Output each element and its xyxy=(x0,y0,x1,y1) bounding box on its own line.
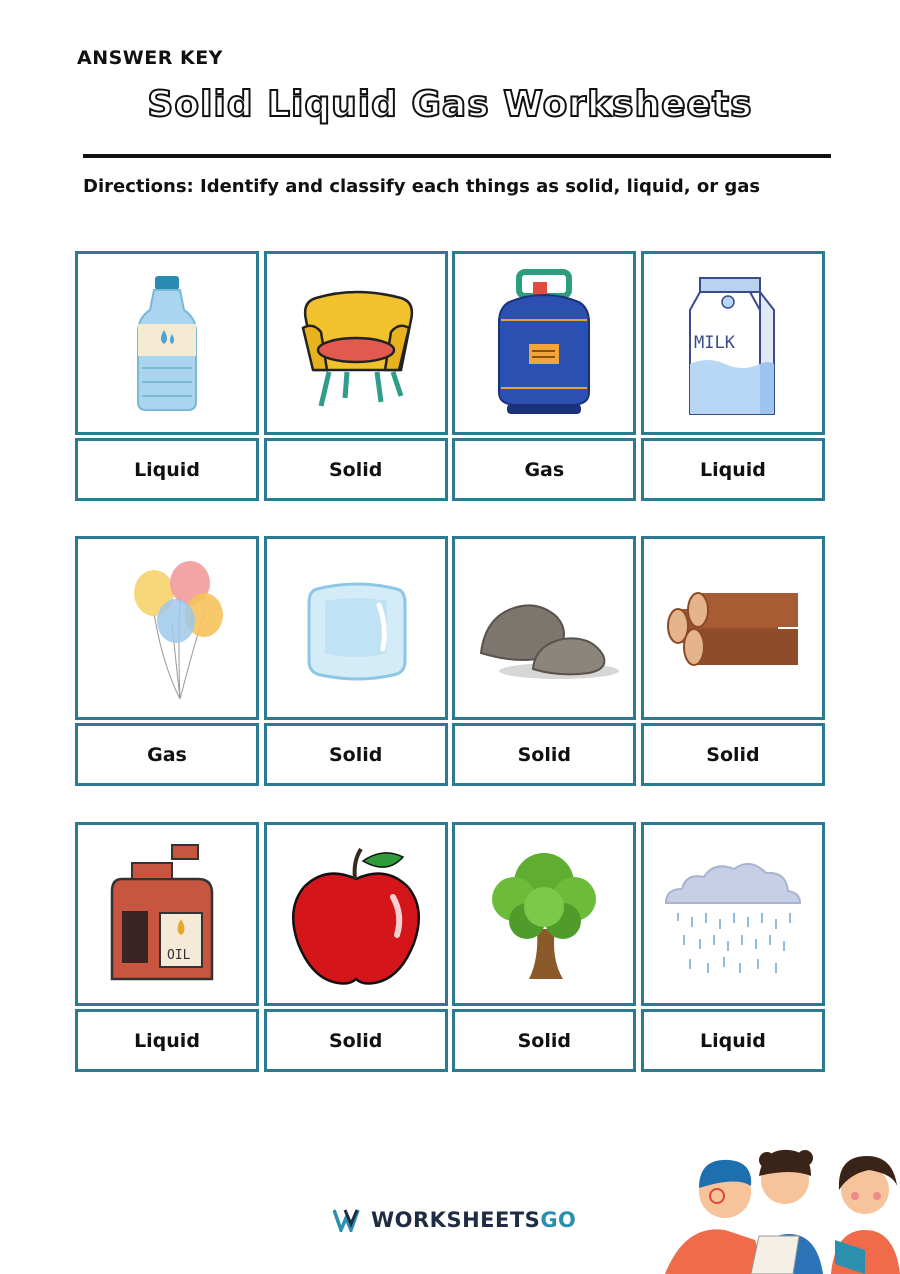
card-balloons xyxy=(75,536,259,786)
milk-print: MILK xyxy=(693,333,735,353)
armchair-icon xyxy=(281,268,431,418)
card-water-bottle xyxy=(75,251,259,501)
row-2 xyxy=(75,536,825,786)
answer-label: Solid xyxy=(264,438,448,501)
answer-label: Liquid xyxy=(641,438,825,501)
ice-cube-icon xyxy=(281,553,431,703)
answer-label: Gas xyxy=(452,438,636,501)
answer-label: Solid xyxy=(641,723,825,786)
directions-text: Directions: Identify and classify each things as solid, liquid, or gas xyxy=(83,176,761,197)
brand-w-icon xyxy=(333,1208,367,1232)
answer-label: Liquid xyxy=(641,1009,825,1072)
card-gas-cylinder xyxy=(452,251,636,501)
card-logs xyxy=(641,536,825,786)
water-bottle-icon xyxy=(92,268,242,418)
apple-icon xyxy=(281,839,431,989)
answer-key-label: ANSWER KEY xyxy=(77,47,223,69)
answer-label: Liquid xyxy=(75,1009,259,1072)
rocks-icon xyxy=(469,553,619,703)
card-rocks xyxy=(452,536,636,786)
balloons-icon xyxy=(92,553,242,703)
milk-carton-icon xyxy=(658,268,808,418)
rain-cloud-icon xyxy=(658,839,808,989)
row-3 xyxy=(75,822,825,1072)
answer-label: Solid xyxy=(264,723,448,786)
brand-text-b: GO xyxy=(540,1208,577,1232)
card-armchair xyxy=(264,251,448,501)
gas-cylinder-icon xyxy=(469,268,619,418)
row-1 xyxy=(75,251,825,501)
answer-label: Solid xyxy=(452,1009,636,1072)
card-rain-cloud xyxy=(641,822,825,1072)
card-milk-carton xyxy=(641,251,825,501)
oil-can-icon xyxy=(92,839,242,989)
answer-label: Liquid xyxy=(75,438,259,501)
logs-icon xyxy=(658,553,808,703)
tree-icon xyxy=(469,839,619,989)
answer-label: Solid xyxy=(452,723,636,786)
kids-illustration xyxy=(655,1140,900,1274)
brand-logo xyxy=(333,1208,576,1232)
oil-print: OIL xyxy=(167,948,191,963)
answer-label: Solid xyxy=(264,1009,448,1072)
answer-label: Gas xyxy=(75,723,259,786)
card-tree xyxy=(452,822,636,1072)
card-ice-cube xyxy=(264,536,448,786)
card-apple xyxy=(264,822,448,1072)
card-oil-can xyxy=(75,822,259,1072)
page-title: Solid Liquid Gas Worksheets xyxy=(147,84,753,125)
brand-text-a: WORKSHEETS xyxy=(371,1208,541,1232)
title-rule xyxy=(83,154,831,158)
